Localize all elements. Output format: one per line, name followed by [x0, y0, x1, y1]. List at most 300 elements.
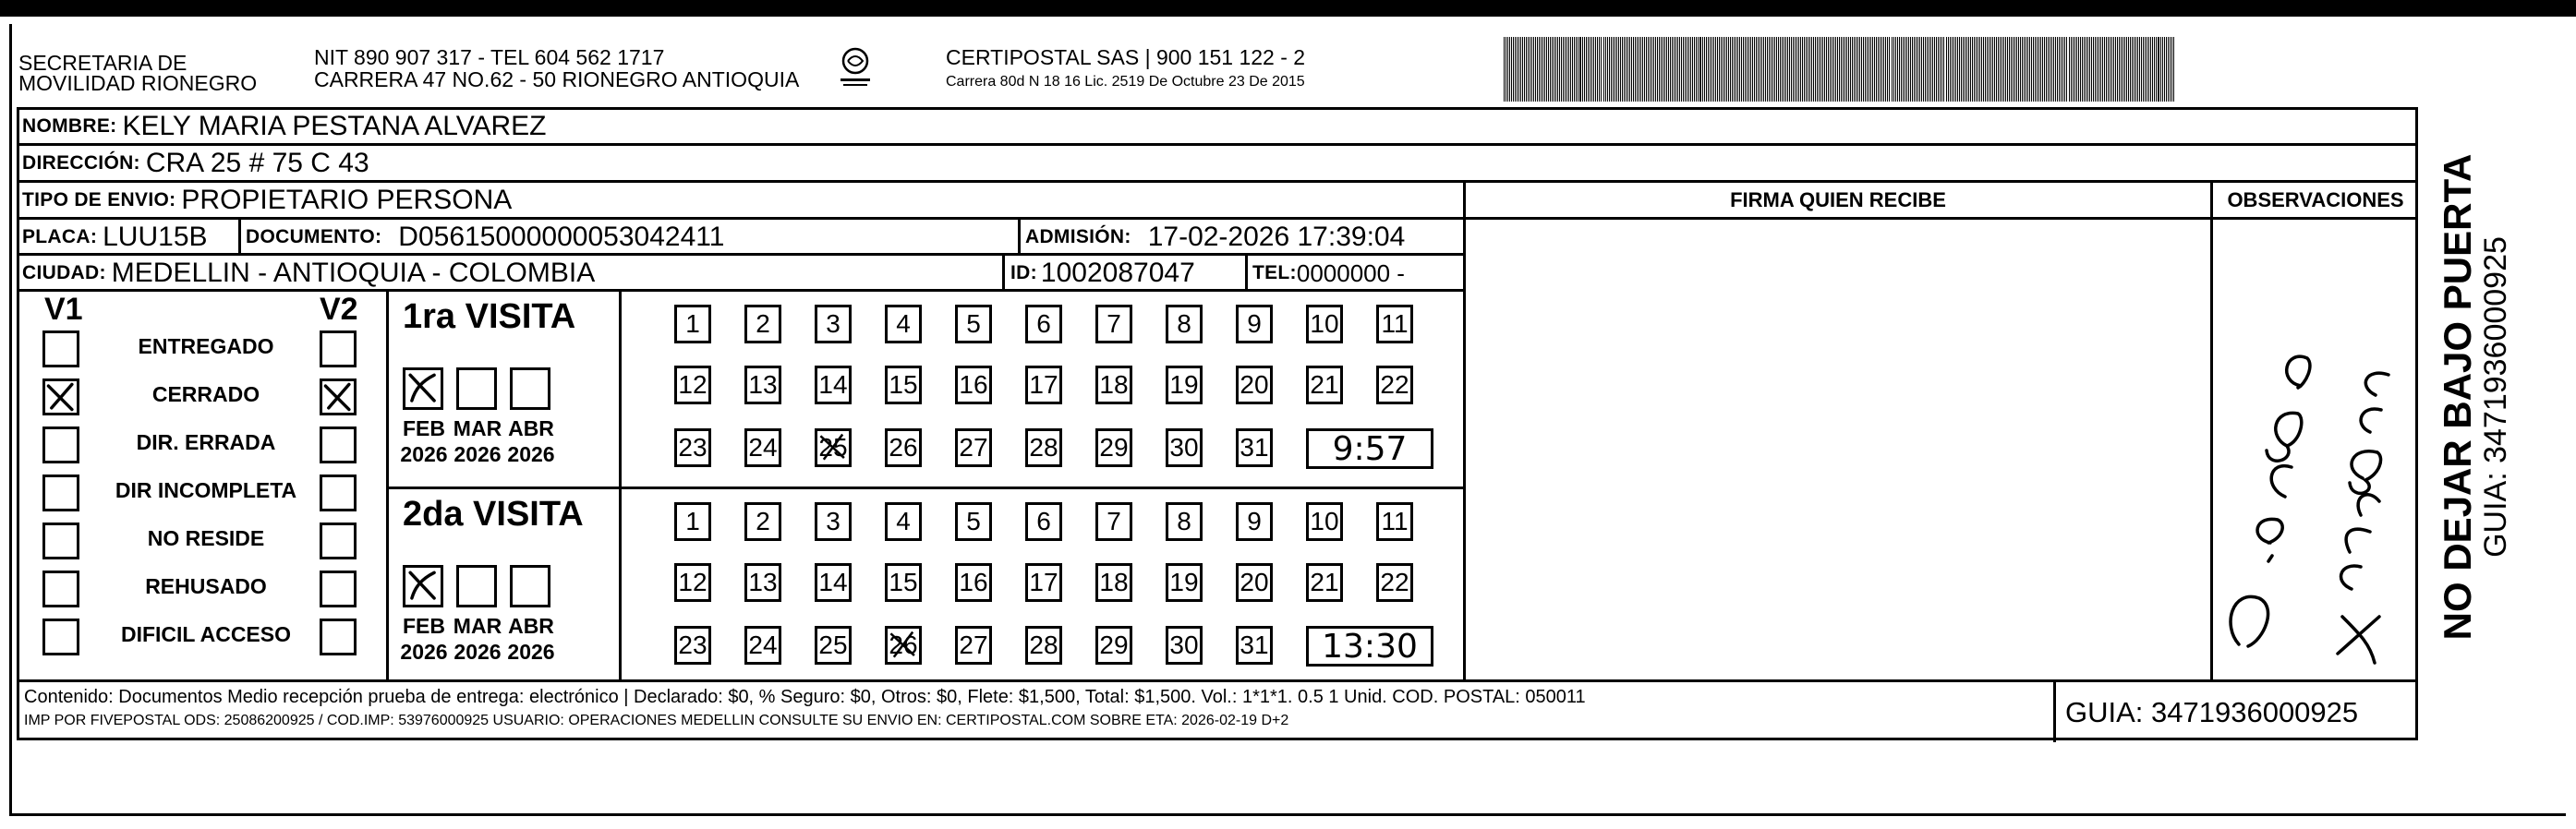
day-number: 12 [678, 568, 707, 596]
day-box[interactable] [744, 502, 781, 541]
barcode-bar [2115, 37, 2116, 102]
barcode-bar [1542, 37, 1543, 102]
barcode-bar [1642, 37, 1643, 102]
barcode-bar [2007, 37, 2008, 102]
day-box[interactable] [674, 366, 711, 404]
day-box[interactable] [1376, 563, 1413, 602]
barcode-bar [1819, 37, 1820, 102]
barcode-bar [1990, 37, 1991, 102]
day-box[interactable] [885, 366, 922, 404]
barcode-bar [1528, 37, 1529, 102]
day-number: 20 [1240, 370, 1269, 399]
barcode-bar [2064, 37, 2065, 102]
barcode-bar [1758, 37, 1759, 102]
admission-label: ADMISIÓN: [1025, 226, 1131, 247]
day-box[interactable] [1025, 428, 1062, 467]
barcode-bar [2122, 37, 2123, 102]
barcode-bar [1994, 37, 1995, 102]
month-name: FEB [403, 614, 445, 638]
month-year: 2026 [507, 442, 555, 466]
top-black-band [0, 0, 2576, 17]
day-box[interactable] [674, 626, 711, 665]
barcode-bar [1535, 37, 1536, 102]
barcode-bar [1745, 37, 1746, 102]
barcode-bar [1559, 37, 1560, 102]
day-box[interactable] [885, 502, 922, 541]
barcode-bar [1595, 37, 1596, 102]
barcode-bar [1616, 37, 1617, 102]
barcode-bar [1694, 37, 1695, 102]
city-value: MEDELLIN - ANTIOQUIA - COLOMBIA [111, 258, 596, 288]
barcode-bar [2048, 37, 2049, 102]
barcode-bar [1943, 37, 1944, 102]
day-number: 26 [889, 433, 918, 462]
address-line: CARRERA 47 NO.62 - 50 RIONEGRO ANTIOQUIA [314, 67, 800, 91]
barcode-bar [1603, 37, 1604, 102]
day-box[interactable] [1095, 563, 1132, 602]
month-name: FEB [403, 416, 445, 440]
barcode-bar [1750, 37, 1751, 102]
day-box[interactable] [955, 366, 992, 404]
barcode-bar [2143, 37, 2144, 102]
day-box[interactable] [1025, 563, 1062, 602]
v1-checkbox[interactable] [42, 619, 79, 655]
month-checkbox[interactable] [510, 565, 550, 607]
barcode-bar [1976, 37, 1977, 102]
barcode-bar [1903, 37, 1904, 102]
day-box[interactable] [1236, 366, 1273, 404]
status-option-label: REHUSADO [145, 574, 267, 598]
v2-checkbox[interactable] [320, 378, 357, 415]
sender-line-2: MOVILIDAD RIONEGRO [18, 71, 258, 95]
day-box[interactable] [744, 563, 781, 602]
barcode-bar [1930, 37, 1931, 102]
day-number: 27 [959, 433, 988, 462]
day-number: 1 [685, 309, 700, 338]
barcode-bar [1837, 37, 1838, 102]
barcode-bar [1835, 37, 1836, 102]
barcode-bar [1672, 37, 1673, 102]
month-checkbox[interactable] [510, 367, 550, 410]
day-box[interactable] [815, 563, 852, 602]
barcode-bar [1881, 37, 1882, 102]
barcode-bar [2014, 37, 2015, 102]
barcode-bar [1713, 37, 1714, 102]
barcode-bar [1696, 37, 1697, 102]
barcode-bar [1782, 37, 1783, 102]
day-box[interactable] [1376, 305, 1413, 343]
barcode-bar [1857, 37, 1858, 102]
barcode-bar [2035, 37, 2036, 102]
barcode-bar [1690, 37, 1691, 102]
barcode-bar [2024, 37, 2025, 102]
day-number: 9 [1247, 309, 1262, 338]
barcode-bar [1893, 37, 1894, 102]
barcode-bar [2084, 37, 2085, 102]
barcode-bar [2037, 37, 2038, 102]
barcode-bar [2162, 37, 2163, 102]
day-box[interactable] [1376, 502, 1413, 541]
month-checkbox[interactable] [403, 367, 443, 410]
day-box[interactable] [674, 502, 711, 541]
v1-checkbox[interactable] [42, 571, 79, 607]
day-box[interactable] [1025, 305, 1062, 343]
barcode-bar [2093, 37, 2094, 102]
barcode-bar [1666, 37, 1667, 102]
day-number: 19 [1169, 370, 1199, 399]
barcode-bar [1681, 37, 1682, 102]
day-number: 27 [959, 631, 988, 659]
v1-checkbox[interactable] [42, 475, 79, 511]
barcode-bar [1633, 37, 1634, 102]
barcode-bar [1776, 37, 1777, 102]
barcode-bar [1987, 37, 1988, 102]
tel-value: 0000000 - [1296, 258, 1405, 287]
v2-checkbox[interactable] [320, 619, 357, 655]
month-label [397, 415, 451, 467]
day-box[interactable] [1236, 502, 1273, 541]
barcode-bar [1563, 37, 1564, 102]
month-label [397, 613, 451, 665]
day-box[interactable] [1236, 563, 1273, 602]
barcode-bar [2137, 37, 2138, 102]
barcode-bar [2097, 37, 2098, 102]
barcode-bar [1741, 37, 1742, 102]
v2-checkbox[interactable] [320, 571, 357, 607]
day-box[interactable] [885, 428, 922, 467]
day-number: 2 [756, 507, 770, 535]
day-number: 24 [748, 433, 778, 462]
barcode-bar [1802, 37, 1803, 102]
day-box[interactable] [1025, 366, 1062, 404]
day-number: 14 [818, 568, 848, 596]
certipostal-logo [839, 46, 872, 92]
day-box[interactable] [744, 626, 781, 665]
barcode-bar [2005, 37, 2006, 102]
day-box[interactable] [1166, 563, 1203, 602]
v2-header: V2 [320, 292, 358, 327]
day-number: 10 [1310, 309, 1339, 338]
barcode-bar [1767, 37, 1768, 102]
barcode-bar [1952, 37, 1953, 102]
day-box[interactable] [955, 626, 992, 665]
day-number: 4 [896, 507, 911, 535]
tel-cell [1252, 256, 1405, 291]
barcode-bar [1599, 37, 1600, 102]
barcode-bar [1717, 37, 1718, 102]
barcode-bar [1644, 37, 1645, 102]
day-box[interactable] [885, 626, 922, 665]
barcode-bar [1848, 37, 1849, 102]
day-box[interactable] [815, 428, 852, 467]
day-box[interactable] [674, 305, 711, 343]
barcode-bar [1648, 37, 1649, 102]
barcode-bar [2104, 37, 2105, 102]
day-box[interactable] [1166, 428, 1203, 467]
plate-value: LUU15B [103, 222, 208, 252]
second-visit-title: 2da VISITA [403, 495, 584, 534]
day-box[interactable] [955, 428, 992, 467]
barcode-bar [1568, 37, 1569, 102]
barcode-bar [2117, 37, 2118, 102]
day-box[interactable] [1236, 428, 1273, 467]
barcode-bar [2066, 37, 2067, 102]
barcode-bar [1923, 37, 1924, 102]
tel-label: TEL: [1252, 262, 1297, 283]
rule [386, 487, 1464, 489]
day-box[interactable] [1236, 305, 1273, 343]
v1-checkbox[interactable] [42, 427, 79, 463]
month-year: 2026 [507, 640, 555, 664]
barcode-bar [1655, 37, 1656, 102]
barcode-bar [1887, 37, 1888, 102]
barcode-bar [1743, 37, 1744, 102]
day-box[interactable] [955, 305, 992, 343]
barcode-bar [2111, 37, 2112, 102]
barcode-bar [2106, 37, 2107, 102]
day-box[interactable] [1095, 428, 1132, 467]
status-option-label: CERRADO [151, 382, 260, 406]
barcode-bar [1597, 37, 1598, 102]
barcode-bar [1761, 37, 1762, 102]
barcode-bar [1963, 37, 1964, 102]
barcode-bar [1586, 37, 1587, 102]
barcode-bar [1787, 37, 1788, 102]
rule [17, 679, 2418, 682]
barcode-bar [1561, 37, 1562, 102]
barcode-bar [1570, 37, 1571, 102]
barcode-bar [2059, 37, 2060, 102]
month-checkbox[interactable] [456, 565, 497, 607]
barcode-bar [1763, 37, 1764, 102]
barcode-bar [1983, 37, 1984, 102]
barcode-bar [1550, 37, 1551, 102]
day-box[interactable] [674, 428, 711, 467]
barcode-bar [1715, 37, 1716, 102]
day-number: 18 [1099, 568, 1129, 596]
barcode-bar [1537, 37, 1538, 102]
barcode-bar [2135, 37, 2136, 102]
day-box[interactable] [1166, 366, 1203, 404]
barcode-bar [1683, 37, 1684, 102]
carrier-line-1: CERTIPOSTAL SAS | 900 151 122 - 2 [946, 45, 1306, 69]
day-box[interactable] [885, 563, 922, 602]
barcode-bar [1996, 37, 1997, 102]
barcode-bar [1843, 37, 1844, 102]
barcode-bar [1957, 37, 1958, 102]
day-box[interactable] [1166, 305, 1203, 343]
barcode-bar [2132, 37, 2133, 102]
v2-checkbox[interactable] [320, 427, 357, 463]
barcode-bar [1974, 37, 1975, 102]
day-box[interactable] [744, 366, 781, 404]
v1-checkbox[interactable] [42, 523, 79, 559]
barcode-bar [1824, 37, 1825, 102]
day-number: 3 [826, 309, 841, 338]
day-box[interactable] [885, 305, 922, 343]
barcode-bar [1889, 37, 1890, 102]
day-box[interactable] [1306, 305, 1343, 343]
day-number: 1 [685, 507, 700, 535]
do-not-leave-under-door: NO DEJAR BAJO PUERTA [2436, 153, 2479, 641]
day-number: 6 [1036, 507, 1051, 535]
status-option-label: NO RESIDE [147, 526, 265, 550]
day-number: 5 [966, 309, 981, 338]
day-box[interactable] [1025, 502, 1062, 541]
day-box[interactable] [1095, 366, 1132, 404]
barcode-bar [1793, 37, 1794, 102]
barcode-bar [1940, 37, 1941, 102]
day-number: 8 [1177, 507, 1191, 535]
barcode-bar [1899, 37, 1900, 102]
barcode-bar [2108, 37, 2109, 102]
v2-checkbox[interactable] [320, 475, 357, 511]
barcode-bar [1635, 37, 1636, 102]
barcode-bar [1817, 37, 1818, 102]
barcode-bar [1724, 37, 1725, 102]
day-box[interactable] [1306, 563, 1343, 602]
barcode-bar [2044, 37, 2045, 102]
barcode-bar [1992, 37, 1993, 102]
barcode-bar [2089, 37, 2090, 102]
day-box[interactable] [1095, 626, 1132, 665]
observations-column-title: OBSERVACIONES [2227, 188, 2404, 211]
barcode-bar [1941, 37, 1942, 102]
v2-checkbox[interactable] [320, 523, 357, 559]
day-box[interactable] [1095, 305, 1132, 343]
barcode-bar [2095, 37, 2096, 102]
barcode-bar [1698, 37, 1699, 102]
day-box[interactable] [955, 502, 992, 541]
barcode-bar [1854, 37, 1855, 102]
month-checkbox[interactable] [403, 565, 443, 607]
rule [238, 217, 241, 254]
barcode-bar [1910, 37, 1911, 102]
barcode-bar [1524, 37, 1525, 102]
barcode-bar [1795, 37, 1796, 102]
barcode-bar [2074, 37, 2075, 102]
day-number: 19 [1169, 568, 1199, 596]
barcode-bar [1576, 37, 1577, 102]
barcode-bar [1518, 37, 1519, 102]
day-number: 16 [959, 370, 988, 399]
barcode-bar [1934, 37, 1935, 102]
day-number: 17 [1029, 568, 1058, 596]
day-number: 4 [896, 309, 911, 338]
v2-checkbox[interactable] [320, 330, 357, 367]
rule [619, 289, 622, 681]
day-box[interactable] [1025, 626, 1062, 665]
barcode-bar [2100, 37, 2101, 102]
barcode-bar [1901, 37, 1902, 102]
day-number: 21 [1310, 568, 1339, 596]
day-box[interactable] [1376, 366, 1413, 404]
month-year: 2026 [454, 640, 502, 664]
barcode-bar [1650, 37, 1651, 102]
barcode-bar [1927, 37, 1928, 102]
barcode-bar [1552, 37, 1553, 102]
day-box[interactable] [815, 305, 852, 343]
status-option-label: DIR. ERRADA [136, 430, 276, 454]
barcode-bar [1850, 37, 1851, 102]
barcode-bar [1726, 37, 1727, 102]
day-box[interactable] [674, 563, 711, 602]
barcode-bar [1555, 37, 1556, 102]
barcode-bar [1574, 37, 1575, 102]
barcode-bar [2119, 37, 2120, 102]
day-box[interactable] [1095, 502, 1132, 541]
v1-checkbox[interactable] [42, 378, 79, 415]
day-box[interactable] [744, 305, 781, 343]
v1-checkbox[interactable] [42, 330, 79, 367]
barcode-bar [2011, 37, 2012, 102]
barcode-bar [1820, 37, 1821, 102]
barcode-bar [1721, 37, 1722, 102]
barcode-bar [1892, 37, 1893, 102]
month-name: MAR [453, 416, 502, 440]
rule [1463, 180, 1466, 681]
day-box[interactable] [815, 626, 852, 665]
barcode-bar [2150, 37, 2151, 102]
barcode-bar [1735, 37, 1736, 102]
printing-details: IMP POR FIVEPOSTAL ODS: 25086200925 / COD.IMP: 53976000925 USUARIO: OPERACIONES MEDELLIN CONSULTE SU ENVIO EN: CERTIPOSTAL.COM SOBRE ETA: 2026-02-19 D+2 [24, 713, 1289, 728]
barcode-bar [1685, 37, 1686, 102]
barcode-bar [2154, 37, 2155, 102]
barcode-bar [1711, 37, 1712, 102]
barcode-bar [2082, 37, 2083, 102]
day-box[interactable] [1166, 626, 1203, 665]
barcode-bar [2062, 37, 2063, 102]
barcode-bar [2156, 37, 2157, 102]
barcode-bar [1704, 37, 1705, 102]
day-box[interactable] [815, 366, 852, 404]
day-box[interactable] [744, 428, 781, 467]
barcode-bar [1872, 37, 1873, 102]
day-box[interactable] [955, 563, 992, 602]
barcode-bar [1804, 37, 1805, 102]
status-option-label: DIFICIL ACCESO [120, 622, 291, 646]
barcode-bar [2102, 37, 2103, 102]
month-name: MAR [453, 614, 502, 638]
rule [1018, 217, 1021, 254]
barcode-bar [2141, 37, 2142, 102]
barcode-bar [1557, 37, 1558, 102]
barcode-bar [2027, 37, 2028, 102]
barcode-bar [1813, 37, 1814, 102]
day-box[interactable] [1166, 502, 1203, 541]
barcode-bar [2016, 37, 2017, 102]
rule [2053, 679, 2056, 742]
barcode-bar [1513, 37, 1514, 102]
day-box[interactable] [1306, 366, 1343, 404]
barcode-bar [1828, 37, 1829, 102]
barcode-bar [1548, 37, 1549, 102]
barcode-bar [1780, 37, 1781, 102]
barcode-bar [1769, 37, 1770, 102]
content-details: Contenido: Documentos Medio recepción prueba de entrega: electrónico | Declarado: $0, % Seguro: $0, Otros: $0, Flete: $1,500, Total: $1,500. Vol.: 1*1*1. 0.5 1 Unid. COD. POSTAL: 050011 [24, 687, 1586, 707]
day-box[interactable] [1306, 502, 1343, 541]
barcode-bar [1582, 37, 1583, 102]
day-box[interactable] [815, 502, 852, 541]
admission-value: 17-02-2026 17:39:04 [1147, 222, 1406, 252]
day-box[interactable] [1236, 626, 1273, 665]
month-checkbox[interactable] [456, 367, 497, 410]
day-number: 18 [1099, 370, 1129, 399]
barcode-bar [1627, 37, 1628, 102]
barcode-bar [1953, 37, 1954, 102]
barcode-bar [1719, 37, 1720, 102]
barcode-bar [2061, 37, 2062, 102]
